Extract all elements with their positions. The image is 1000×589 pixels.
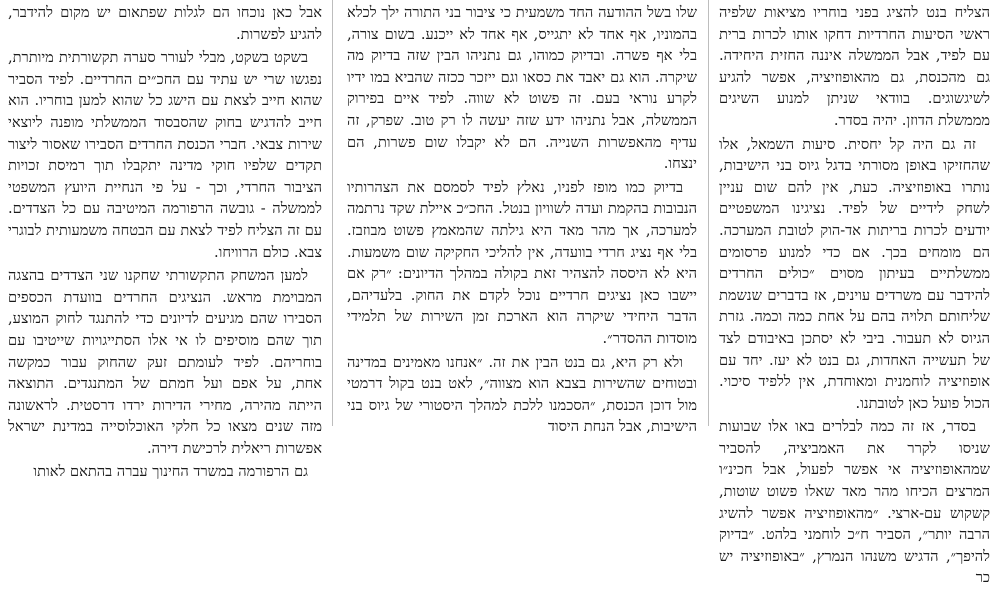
paragraph: בסדר, אז זה כמה לבלרים באו אלו שבועות שניסו לקרר את האמביציה, להסביר שמהאופוזיציה אי אפשר לפעול, אבל חכינ״ו המרצים הכיחו מהר מאד שאלו פשוט שוטות, קשקוש עם-ארצי. ״מהאופוזיציה אפשר להשיג הרבה יותר״, הסביר ח״כ לוחמני בלהט. ״בדיוק להיפך״, הדגיש משנהו הנמרץ, ״באופוזיציה יש כר <box>719 418 990 587</box>
paragraph: זה גם היה קל יחסית. סיעות השמאל, אלו שהחזיקו באופן מסורתי בדגל גיוס בני הישיבות, נותרו באופוזיציה. כעת, אין להם שום עניין לשחק לידיים של לפיד. נציגינו המשפטיים יודעים לכרות בריתות אד-הוק לטובת המערכה. הם מומחים בכך. אם כדי למנוע פרסומים ממשלתיים בעיתון מסוים ״כולים החרדים להידבר עם משרדים עוינים, אז בדברים שנשמת שליחותם תלויה בהם על אחת כמה וכמה. גזרת הגיוס לא תעבור. ביבי לא יסתכן באיבודם לצד של תעשייה האחדות, גם בנט לא יעז. יחד עם אופוזיציה לוחמנית ומאוחדת, אין ללפיד סיכוי. הכול פועל כאן לטובתנו. <box>719 135 990 412</box>
paragraph: גם הרפורמה במשרד החינוך עברה בהתאם לאותו <box>33 463 308 481</box>
text-column-middle <box>341 0 701 436</box>
paragraph: בשקט בשקט, מבלי לעורר סערה תקשורתית מיותרת, נפגשו שרי יש עתיד עם החכ״ים החרדיים. לפיד הסביר שהוא חייב לצאת עם הישג כל שהוא למען בוחריו. הוא חייב להדגיש בחוק שהסבסוד הממשלתי מופנה ליוצאי שירות צבאי. חברי הכנסת החרדים הסבירו שאסור ליצור תקדים שלפיו חוקי מדינה יתקבלו תוך רמיסת זכויות הציבור החרדי, וכך - על פי הנחיית היועץ המשפטי לממשלה - גובשה הרפורמה המיטיבה עם כל הצדדים. עם זה הצליח לפיד לצאת עם הבטחה משמעותית לבוגרי צבא. כולם הרוויחו. <box>8 49 322 261</box>
paragraph: ולא רק היא, גם בנט הבין את זה. ״אנחנו מאמינים במדינה ובטוחים שהשירות בצבא הוא מצווה״, לאט בנט בקול דרמטי מול דוכן הכנסת, ״הסכמנו ללכת למהלך היסטורי של גיוס בני הישיבות, אבל הנחת היסוד <box>347 353 697 436</box>
paragraph: למען המשחק התקשורתי שחקנו שני הצדדים בהצגה המבוימת מראש. הנציגים החרדים בוועדת הכספים הסבירו שהם מגיעים לדיונים כדי להתנגד לחוק המוצע, תוך שהם מוסיפים לו אי אלו הסתייגויות שייטיבו עם בוחריהם. לפיד לעומתם זעק שהחוק עבור כמקשה אחת, על אפם ועל חמתם של המתנגדים. התוצאה הייתה מהירה, מחירי הדירות ירדו דרסטית. לראשונה מזה שנים מצאו כל חלקי האוכלוסייה במדינת ישראל אפשרות ריאלית לרכישת דירה. <box>8 267 322 457</box>
paragraph: שלו בשל ההודעה החד משמעית כי ציבור בני התורה ילך לכלא בהמוניו, אף אחד לא יתגייס, אף אחד לא ייכנע. בשום צורה, בלי אף פשרה. ובדיוק כמוהו, גם נתניהו הבין שזה בדיוק מה שיקרה. הוא גם יאבד את כסאו וגם ייזכר ככזה שהביא במו ידיו לקרע נוראי בעם. זה פשוט לא שווה. לפיד איים בפירוק הממשלה, אבל נתניהו ידע שזה יעשה לו רק טוב. שפרק, זה עדיף מהאפשרות השנייה. הם לא יקבלו שום פשרות, הם ינצחו. <box>347 4 697 173</box>
column-divider <box>332 0 333 426</box>
paragraph: בדיוק כמו מופז לפניו, נאלץ לפיד לסמסם את הצהרותיו הנבובות בהקמת ועדה לשוויון בנטל. החכ״כ איילת שקד נרתמה למערכה, אך מהר מאד היא גילתה שהמאמץ פשוט מבוזבז. בלי אף נציג חרדי בוועדה, אין להליכי החקיקה שום משמעות. היא לא היססה להצהיר זאת בקולה במהלך הדיונים: ״רק אם יישבו כאן נציגים חרדיים נוכל לקדם את החוק. בלעדיהם, הדבר היחידי שיקרה הוא הארכת זמן השירות של תלמידי מוסדות ההסדר״. <box>347 178 697 347</box>
paragraph: אבל כאן נוכחו הם לגלות שפתאום יש מקום להידבר, להגיע לפשרות. <box>8 4 322 43</box>
column-divider <box>708 0 709 426</box>
text-column-right <box>717 0 1000 587</box>
text-column-left <box>0 0 326 481</box>
paragraph: הצליח בנט להציג בפני בוחריו מציאות שלפיה ראשי הסיעות החרדיות דחקו אותו לכרות ברית עם לפיד, אבל הממשלה איננה החזית היחידה. גם מהכנסת, גם מהאופוזיציה, אפשר להגיע לשיגשוגים. בוודאי שניתן למנוע השיגים מממשלת הדוזן. יהיה בסדר. <box>719 4 990 129</box>
